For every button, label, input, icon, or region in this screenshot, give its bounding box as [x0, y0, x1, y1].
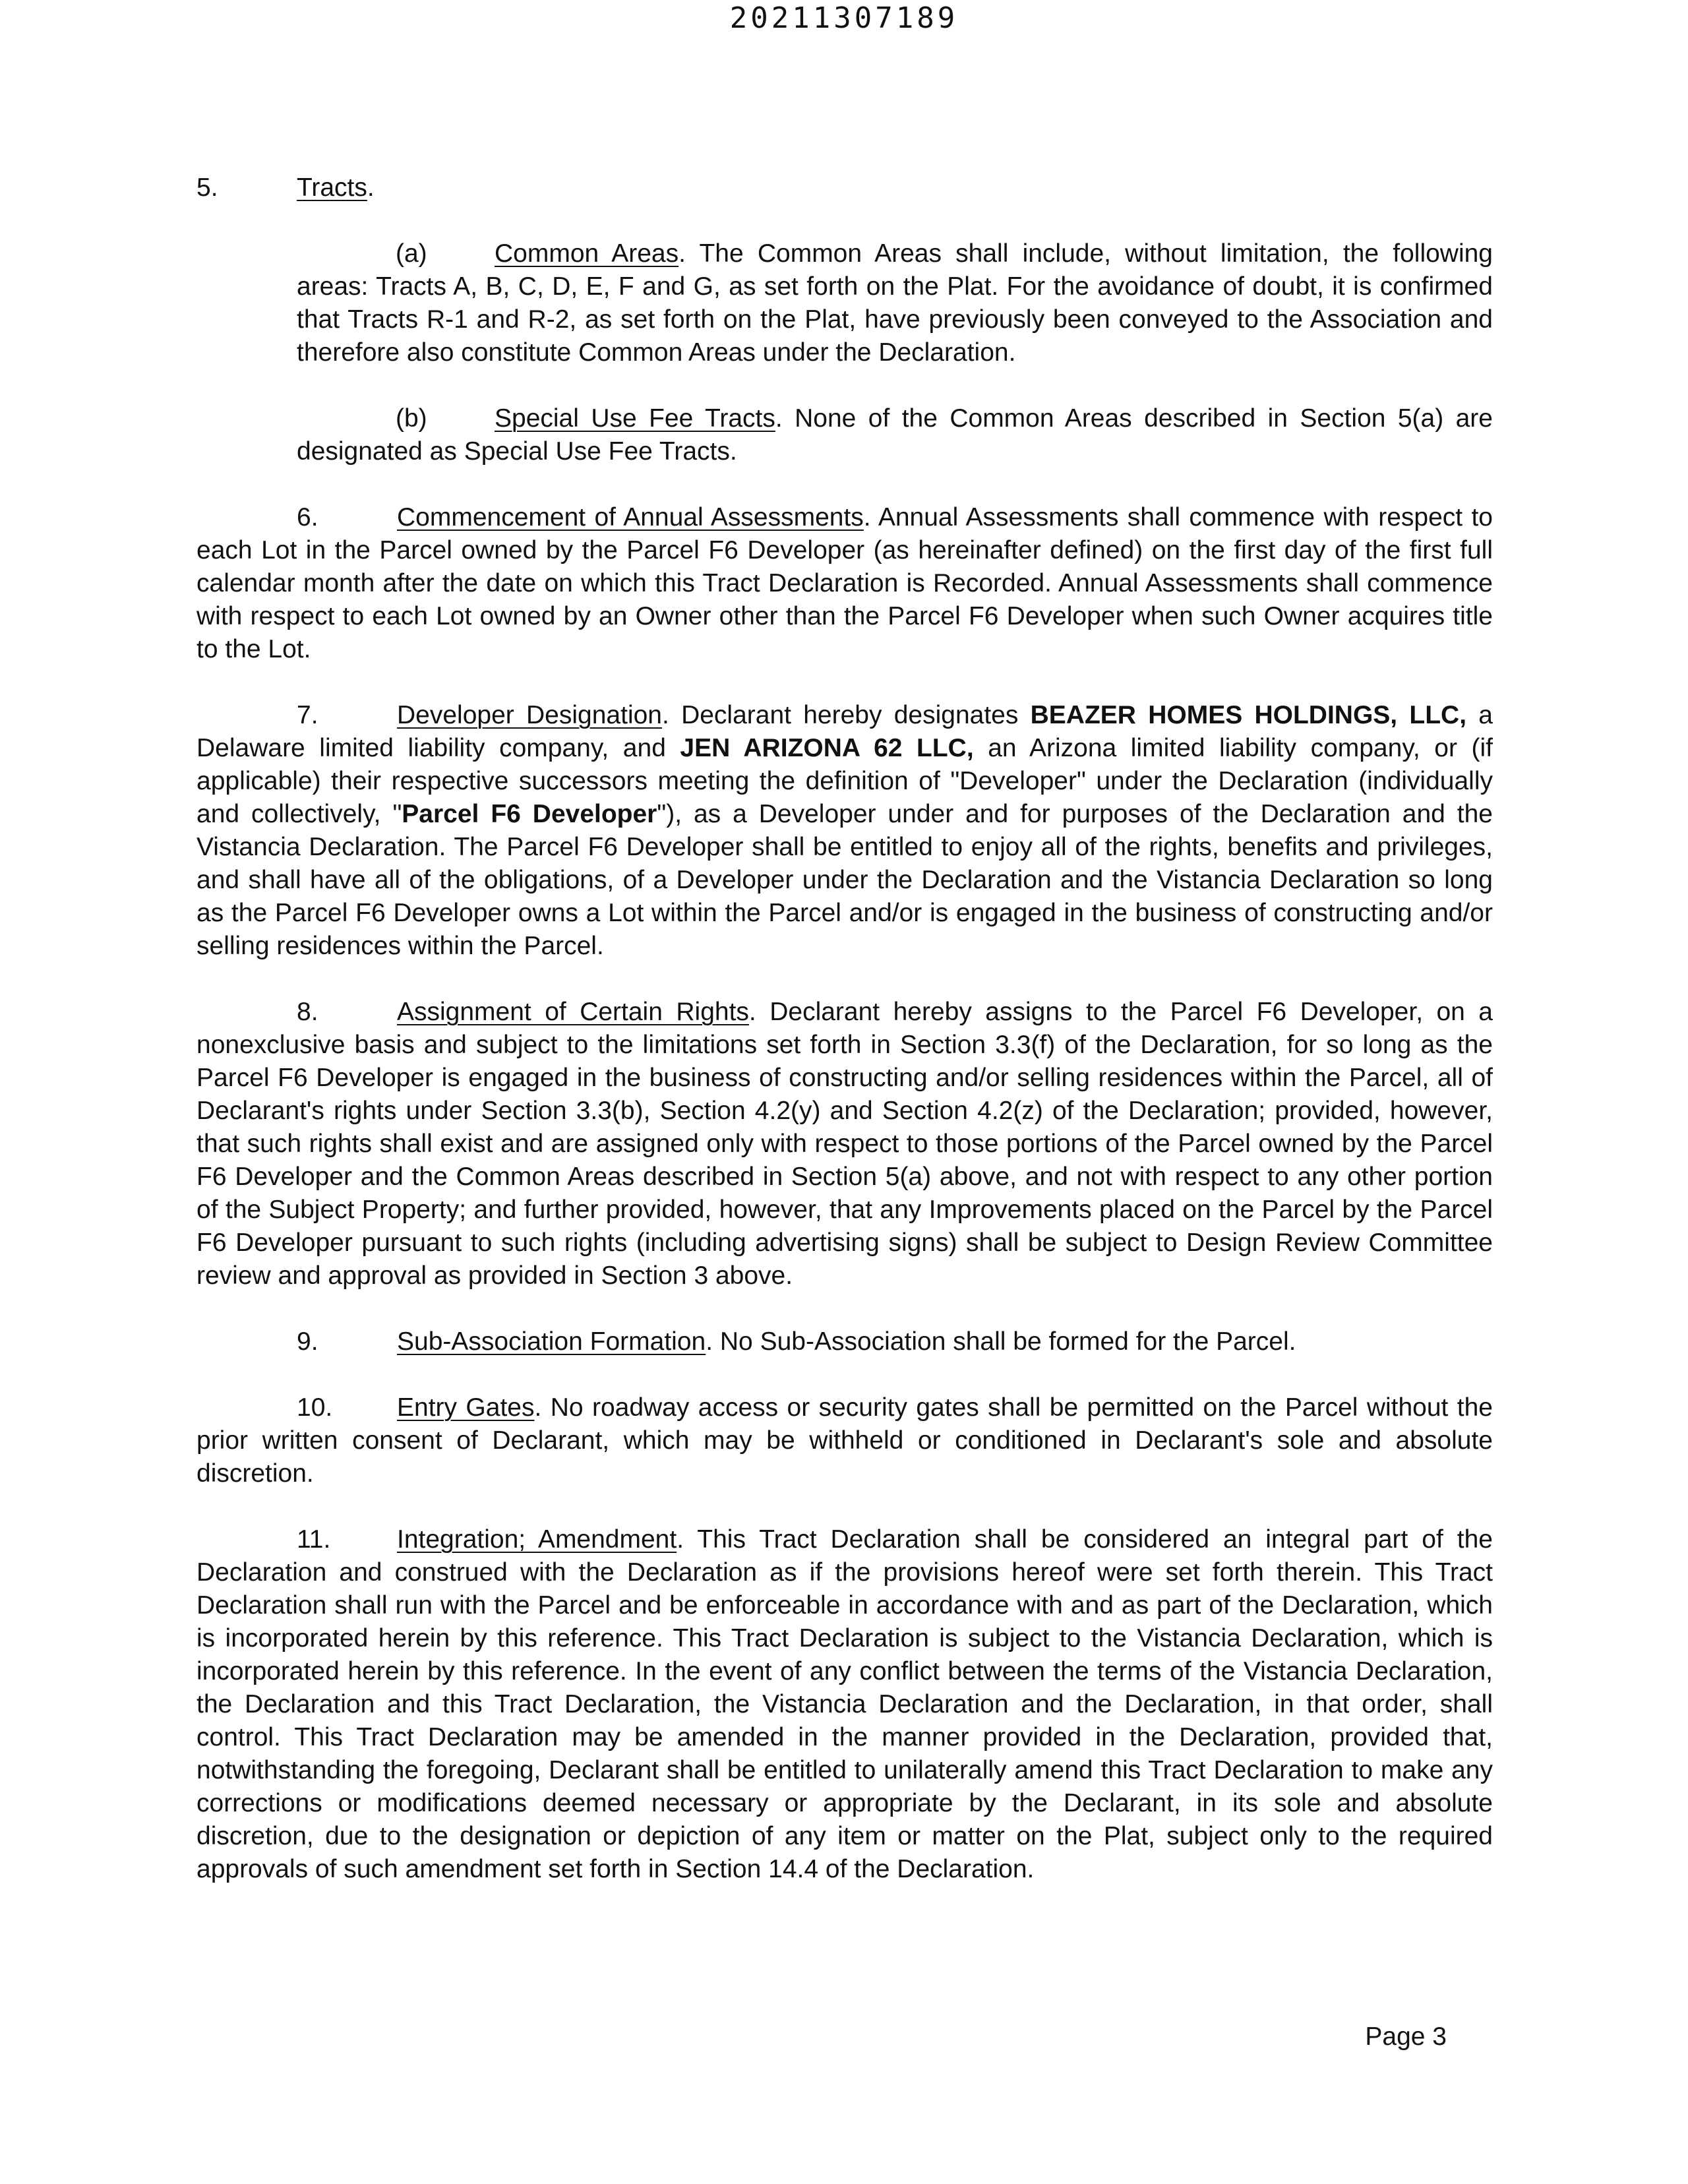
subsection-text: . The Common Areas shall include, without limitation, the following areas: Tracts A, B, C, D, E, F and G, as set forth on the Plat. For the avoidance of doubt, it is confirmed that Tracts R-1 and R-2, as set forth on the Plat, have previously been conveyed to the Association and therefore also constitute Common Areas under the Declaration.	[297, 239, 1493, 367]
section-5-heading	[196, 171, 1493, 204]
section-number: 7.	[297, 701, 318, 729]
developer-name-jen: JEN ARIZONA 62 LLC,	[680, 734, 974, 762]
section-8-paragraph	[196, 996, 1493, 1292]
section-7-paragraph	[196, 699, 1493, 963]
section-title: Assignment of Certain Rights	[397, 998, 749, 1026]
defined-term-parcel-f6-developer: Parcel F6 Developer	[402, 800, 657, 828]
subsection-label: (a)	[396, 239, 427, 268]
section-text: . No roadway access or security gates shall be permitted on the Parcel without the prior written consent of Declarant, which may be withheld or conditioned in Declarant's sole and absolute discretion.	[196, 1393, 1493, 1488]
section-11-paragraph	[196, 1523, 1493, 1886]
section-text: a Delaware limited liability company, and	[196, 701, 1493, 762]
section-text: an Arizona limited liability company, or (if applicable) their respective successors meeting the definition of "Developer" under the Declaration (individually and collectively, "	[196, 734, 1493, 828]
section-title: Sub-Association Formation	[397, 1327, 706, 1356]
subsection-label: (b)	[396, 404, 427, 433]
section-number: 9.	[297, 1327, 318, 1356]
section-text: . Declarant hereby designates	[661, 701, 1031, 729]
section-number: 11.	[297, 1525, 331, 1554]
recording-number: 20211307189	[729, 1, 959, 35]
subsection-text: . None of the Common Areas described in Section 5(a) are designated as Special Use Fee Tracts.	[297, 404, 1493, 466]
section-text: . This Tract Declaration shall be considered an integral part of the Declaration and construed with the Declaration as if the provisions hereof were set forth therein. This Tract Declaration shall run with the Parcel and be enforceable in accordance with and as part of the Declaration, which is incorporated herein by this reference. This Tract Declaration is subject to the Vistancia Declaration, which is incorporated herein by this reference. In the event of any conflict between the terms of the Vistancia Declaration, the Declaration and this Tract Declaration, the Vistancia Declaration and the Declaration, in that order, shall control. This Tract Declaration may be amended in the manner provided in the Declaration, provided that, notwithstanding the foregoing, Declarant shall be entitled to unilaterally amend this Tract Declaration to make any corrections or modifications deemed necessary or appropriate by the Declarant, in its sole and absolute discretion, due to the designation or depiction of any item or matter on the Plat, subject only to the required approvals of such amendment set forth in Section 14.4 of the Declaration.	[196, 1525, 1493, 1883]
section-title: Integration; Amendment	[397, 1525, 677, 1554]
document-body	[196, 171, 1493, 1886]
section-title: Tracts.	[297, 173, 375, 202]
section-text: . Declarant hereby assigns to the Parcel F6 Developer, on a nonexclusive basis and subject to the limitations set forth in Section 3.3(f) of the Declaration, for so long as the Parcel F6 Developer is engaged in the business of constructing and/or selling residences within the Parcel, all of Declarant's rights under Section 3.3(b), Section 4.2(y) and Section 4.2(z) of the Declaration; provided, however, that such rights shall exist and are assigned only with respect to those portions of the Parcel owned by the Parcel F6 Developer and the Common Areas described in Section 5(a) above, and not with respect to any other portion of the Subject Property; and further provided, however, that any Improvements placed on the Parcel by the Parcel F6 Developer pursuant to such rights (including advertising signs) shall be subject to Design Review Committee review and approval as provided in Section 3 above.	[196, 998, 1493, 1290]
section-number: 8.	[297, 998, 318, 1026]
subsection-title: Common Areas	[495, 239, 679, 268]
subsection-title: Special Use Fee Tracts	[495, 404, 775, 433]
developer-name-beazer: BEAZER HOMES HOLDINGS, LLC,	[1030, 701, 1467, 729]
section-number: 6.	[297, 503, 318, 531]
section-title: Entry Gates	[397, 1393, 535, 1422]
section-title: Developer Designation	[397, 701, 662, 729]
section-5b-paragraph	[297, 402, 1493, 468]
section-6-paragraph	[196, 501, 1493, 666]
section-number: 10.	[297, 1393, 333, 1422]
section-9-paragraph	[196, 1325, 1493, 1358]
section-5a-paragraph	[297, 237, 1493, 369]
section-text: . Annual Assessments shall commence with respect to each Lot in the Parcel owned by the Parcel F6 Developer (as hereinafter defined) on the first day of the first full calendar month after the date on which this Tract Declaration is Recorded. Annual Assessments shall commence with respect to each Lot owned by an Owner other than the Parcel F6 Developer when such Owner acquires title to the Lot.	[196, 503, 1493, 663]
section-number: 5.	[196, 173, 218, 202]
page-number: Page 3	[1365, 2022, 1447, 2051]
section-10-paragraph	[196, 1391, 1493, 1490]
section-text: . No Sub-Association shall be formed for the Parcel.	[706, 1327, 1296, 1356]
section-title: Commencement of Annual Assessments	[397, 503, 864, 531]
section-text: "), as a Developer under and for purposes of the Declaration and the Vistancia Declaration. The Parcel F6 Developer shall be entitled to enjoy all of the rights, benefits and privileges, and shall have all of the obligations, of a Developer under the Declaration and the Vistancia Declaration so long as the Parcel F6 Developer owns a Lot within the Parcel and/or is engaged in the business of constructing and/or selling residences within the Parcel.	[196, 800, 1493, 960]
